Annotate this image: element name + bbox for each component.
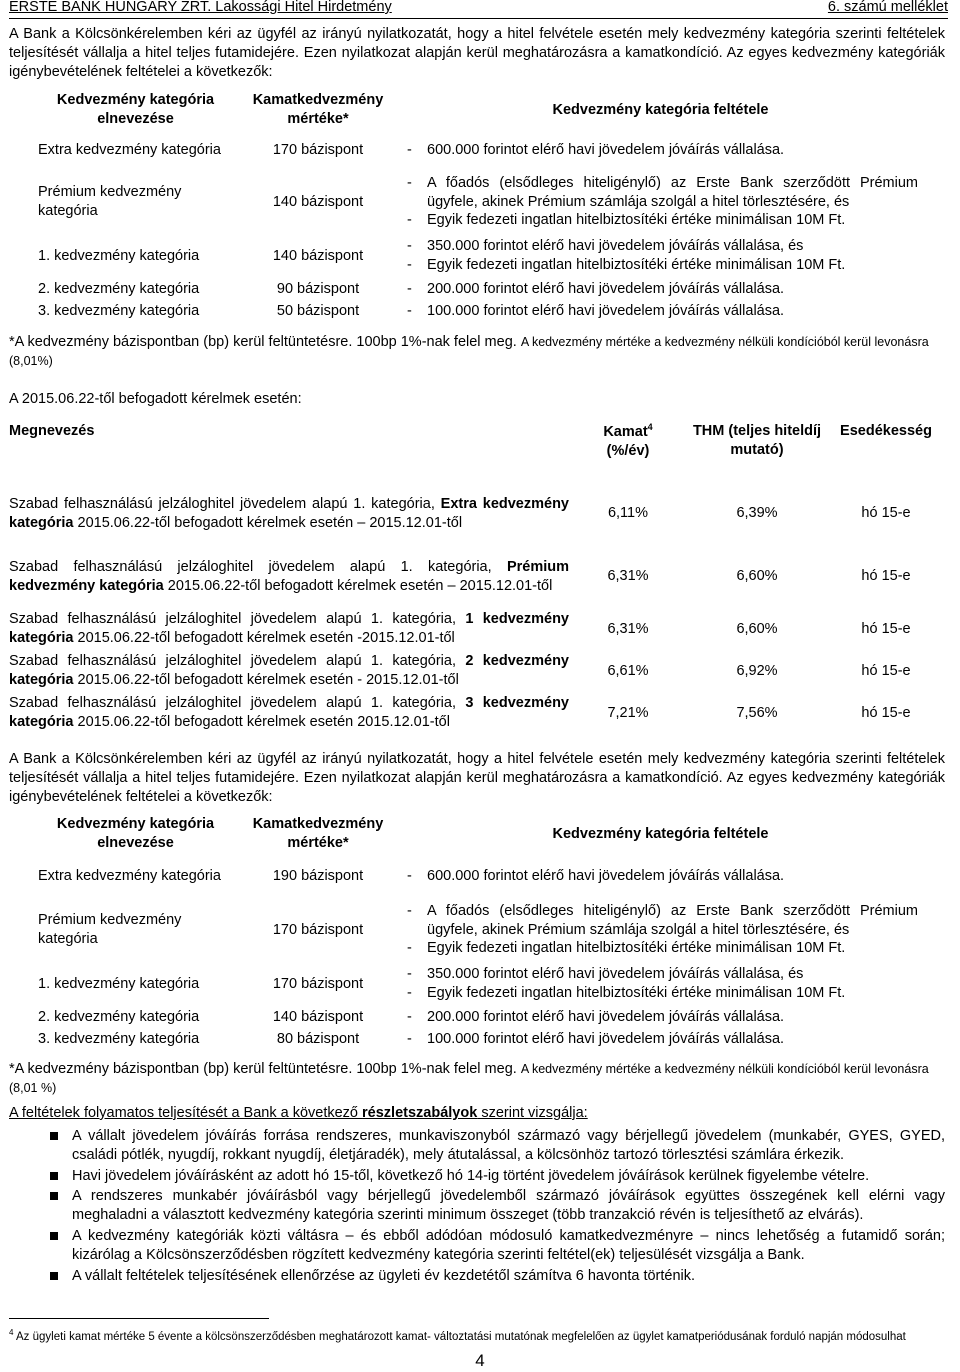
rates-header-row: [9, 422, 945, 482]
list-item: Havi jövedelem jóváírásként az adott hó 15-től, következő hó 14-ig történt jövedelem jóváírások kerülnek figyelembe vételre.: [9, 1167, 945, 1186]
condition-text: 200.000 forintot elérő havi jövedelem jóváírás vállalása.: [427, 1008, 785, 1025]
table-row: [38, 962, 918, 1006]
category-name: 3. kedvezmény kategória: [38, 302, 200, 319]
rates-table: [9, 422, 945, 734]
condition-text: Egyik fedezeti ingatlan hitelbiztosítéki értéke minimálisan 10M Ft.: [427, 257, 846, 273]
intro-paragraph-1: A Bank a Kölcsönkérelemben kéri az ügyfél az irányú nyilatkozatát, hogy a hitel felvétele esetén mely kedvezmény kategória szerinti feltételek teljesítését vállalja a hitel teljes futamidejére. Ezen nyilatkozat alapján kerül meghatározásra a kamatkondíció. Az egyes kedvezmény kategóriák igénybevételének feltételei a következők:: [9, 26, 945, 80]
product-name: Szabad felhasználású jelzáloghitel jövedelem alapú 1. kategória, Prémium kedvezmény kategória 2015.06.22-től befogadott kérelmek esetén – 2015.12.01-től: [9, 558, 569, 594]
col-header-thm: THM (teljes hiteldíj mutató): [692, 423, 822, 458]
category-name: 1. kedvezmény kategória: [38, 247, 200, 264]
col-header-category: Kedvezmény kategória elnevezése: [56, 92, 215, 127]
thm-rate: 6,92%: [736, 662, 778, 679]
due-date: hó 15-e: [861, 505, 911, 522]
category-name: 2. kedvezmény kategória: [38, 1008, 200, 1025]
discount-bp: 90 bázispont: [276, 280, 360, 297]
discount-table-2: [38, 814, 918, 1050]
category-name: Extra kedvezmény kategória: [38, 141, 221, 158]
col-header-discount: Kamatkedvezmény mértéke*: [252, 92, 384, 127]
table-row: [9, 608, 945, 650]
table-row: [38, 854, 918, 898]
table-row: [38, 1028, 918, 1050]
dash-marker: -: [407, 257, 412, 273]
interest-rate: 7,21%: [607, 704, 649, 721]
footnote-number: 4: [9, 1328, 14, 1337]
interest-rate: 6,11%: [607, 505, 649, 522]
table-row: [38, 898, 918, 962]
discount-bp: 170 bázispont: [272, 141, 364, 158]
interest-unit: (%/év): [606, 442, 650, 459]
col-header-due: Esedékesség: [840, 423, 932, 439]
rules-list: [9, 1127, 945, 1286]
interest-rate: 6,31%: [607, 568, 649, 585]
table-row: [38, 170, 918, 234]
dash-marker: -: [407, 174, 412, 191]
due-date: hó 15-e: [861, 662, 911, 679]
dash-marker: -: [407, 985, 412, 1001]
col-header-category: Kedvezmény kategória elnevezése: [56, 816, 215, 851]
bp-note: *A kedvezmény bázispontban (bp) kerül feltüntetésre. 100bp 1%-nak felel meg.: [9, 334, 517, 350]
discount-bp: 170 bázispont: [272, 921, 364, 938]
table2-footnote: [9, 1060, 945, 1098]
dash-marker: -: [407, 141, 412, 158]
discount-table-1: [38, 90, 918, 322]
category-name: 3. kedvezmény kategória: [38, 1030, 200, 1047]
col-header-interest: [569, 422, 687, 482]
category-name: 1. kedvezmény kategória: [38, 975, 200, 992]
discount-bp: 80 bázispont: [276, 1030, 360, 1047]
col-header-discount: Kamatkedvezmény mértéke*: [252, 816, 384, 851]
table-row: [38, 130, 918, 170]
page-number: 4: [475, 1351, 485, 1370]
condition-text: 600.000 forintot elérő havi jövedelem jóváírás vállalása.: [427, 141, 785, 158]
category-name: 2. kedvezmény kategória: [38, 280, 200, 297]
dash-marker: -: [407, 212, 412, 229]
footnote-divider: [9, 1318, 269, 1319]
thm-rate: 7,56%: [736, 704, 778, 721]
discount-bp: 140 bázispont: [272, 193, 364, 210]
footnote: [9, 1328, 949, 1345]
rules-lead: A feltételek folyamatos teljesítését a Bank a következő részletszabályok szerint vizsgálja:: [9, 1105, 588, 1121]
condition-text: Egyik fedezeti ingatlan hitelbiztosítéki értéke minimálisan 10M Ft.: [427, 985, 846, 1001]
condition-text: 350.000 forintot elérő havi jövedelem jóváírás vállalása, és: [427, 238, 804, 255]
discount-base-note: A kedvezmény mértéke a kedvezmény nélküli kondícióból kerül levonásra (8,01 %): [9, 1062, 929, 1095]
table-row: [38, 300, 918, 322]
condition-text: 100.000 forintot elérő havi jövedelem jóváírás vállalása.: [427, 1030, 785, 1047]
discount-bp: 170 bázispont: [272, 975, 364, 992]
footnote-ref: 4: [647, 422, 653, 432]
header-annex-number: 6. számú melléklet: [827, 0, 948, 15]
condition-text: 100.000 forintot elérő havi jövedelem jóváírás vállalása.: [427, 302, 785, 319]
dash-marker: -: [407, 280, 412, 297]
thm-rate: 6,60%: [736, 568, 778, 585]
dash-marker: -: [407, 238, 412, 255]
discount-base-note: A kedvezmény mértéke a kedvezmény nélküli kondícióból kerül levonásra (8,01%): [9, 335, 929, 368]
table-row: [38, 1006, 918, 1028]
due-date: hó 15-e: [861, 568, 911, 585]
dash-marker: -: [407, 966, 412, 983]
discount-bp: 190 bázispont: [272, 867, 364, 884]
date-heading: A 2015.06.22-től befogadott kérelmek esetén:: [9, 391, 302, 407]
list-item: A vállalt jövedelem jóváírás forrása rendszeres, munkaviszonyból származó vagy bérjellegű jövedelem (munkabér, GYES, GYED, családi pótlék, nyugdíj, rokkant nyugdíj, életjáradék), mely átutalással, a kölcsönhöz tartozó törlesztési számlára érkezik.: [9, 1127, 945, 1165]
condition-text: Egyik fedezeti ingatlan hitelbiztosítéki értéke minimálisan 10M Ft.: [427, 212, 846, 229]
category-name: Prémium kedvezmény kategória: [38, 184, 182, 219]
dash-marker: -: [407, 1030, 412, 1047]
table-row: [9, 650, 945, 692]
condition-text: 200.000 forintot elérő havi jövedelem jóváírás vállalása.: [427, 280, 785, 297]
table-row: [38, 234, 918, 278]
condition-text: 600.000 forintot elérő havi jövedelem jóváírás vállalása.: [427, 867, 785, 884]
product-name: Szabad felhasználású jelzáloghitel jövedelem alapú 1. kategória, Extra kedvezmény kategória 2015.06.22-től befogadott kérelmek esetén – 2015.12.01-től: [9, 495, 569, 531]
table-row: [38, 278, 918, 300]
dash-marker: -: [407, 302, 412, 319]
header-bank-title: ERSTE BANK HUNGARY ZRT. Lakossági Hitel Hirdetmény: [9, 0, 392, 15]
table-header-row: [38, 90, 918, 130]
discount-bp: 50 bázispont: [276, 302, 360, 319]
condition-text: A főadós (elsődleges hiteligénylő) az Erste Bank szerződött Prémium ügyfele, akinek Prémium számlája szolgál a hitel törlesztésére, és: [427, 174, 918, 210]
page-header: [9, 0, 948, 19]
table-header-row: [38, 814, 918, 854]
table1-footnote: [9, 333, 945, 371]
thm-rate: 6,39%: [736, 505, 778, 522]
condition-text: A főadós (elsődleges hiteligénylő) az Erste Bank szerződött Prémium ügyfele, akinek Prémium számlája szolgál a hitel törlesztésére, és: [427, 902, 918, 938]
list-item: A vállalt feltételek teljesítésének ellenőrzése az ügyleti év kezdetétől számítva 6 havonta történik.: [9, 1267, 945, 1286]
col-header-name: Megnevezés: [9, 423, 95, 439]
footnote-text: Az ügyleti kamat mértéke 5 évente a kölcsönszerződésben meghatározott kamat- változtatási mutatónak megfelelően az ügylet kamatperiódusának forduló napján módosulhat: [16, 1330, 906, 1343]
interest-rate: 6,61%: [607, 662, 649, 679]
rules-section: [9, 1104, 945, 1286]
dash-marker: -: [407, 1008, 412, 1025]
interest-label: Kamat: [603, 423, 648, 440]
condition-text: Egyik fedezeti ingatlan hitelbiztosítéki értéke minimálisan 10M Ft.: [427, 940, 846, 957]
table-row: [9, 482, 945, 545]
discount-bp: 140 bázispont: [272, 247, 364, 264]
dash-marker: -: [407, 867, 412, 884]
category-name: Prémium kedvezmény kategória: [38, 912, 182, 947]
table-row: [9, 692, 945, 734]
intro-paragraph-2: A Bank a Kölcsönkérelemben kéri az ügyfél az irányú nyilatkozatát, hogy a hitel felvétele esetén mely kedvezmény kategória szerinti feltételek teljesítését vállalja a hitel teljes futamidejére. Ezen nyilatkozat alapján kerül meghatározásra a kamatkondíció. Az egyes kedvezmény kategóriák igénybevételének feltételei a következők:: [9, 751, 945, 805]
col-header-condition: Kedvezmény kategória feltétele: [552, 101, 769, 118]
discount-bp: 140 bázispont: [272, 1008, 364, 1025]
product-name: Szabad felhasználású jelzáloghitel jövedelem alapú 1. kategória, 3 kedvezmény kategória 2015.06.22-től befogadott kérelmek esetén 2015.12.01-től: [9, 695, 569, 730]
dash-marker: -: [407, 940, 412, 957]
table-row: [9, 545, 945, 608]
list-item: A rendszeres munkabér jóváírásból vagy bérjellegű jövedelemből származó jóváírások együttes összegének kell elérni vagy meghaladni a választott kedvezmény kategória szerinti minimum összeget (több tranzakció révén is teljesíthető az elvárás).: [9, 1187, 945, 1225]
thm-rate: 6,60%: [736, 620, 778, 637]
condition-text: 350.000 forintot elérő havi jövedelem jóváírás vállalása, és: [427, 966, 804, 983]
due-date: hó 15-e: [861, 620, 911, 637]
category-name: Extra kedvezmény kategória: [38, 867, 221, 884]
product-name: Szabad felhasználású jelzáloghitel jövedelem alapú 1. kategória, 1 kedvezmény kategória 2015.06.22-től befogadott kérelmek esetén -2015.12.01-től: [9, 611, 569, 646]
col-header-condition: Kedvezmény kategória feltétele: [552, 825, 769, 842]
list-item: A kedvezmény kategóriák közti váltásra – és ebből adódóan módosuló kamatkedvezményre – nincs lehetőség a futamidő során; kizárólag a Kölcsönszerződésben rögzített kedvezmény kategória szerinti feltétel(ek) teljesülését vizsgálja a Bank.: [9, 1227, 945, 1265]
due-date: hó 15-e: [861, 704, 911, 721]
product-name: Szabad felhasználású jelzáloghitel jövedelem alapú 1. kategória, 2 kedvezmény kategória 2015.06.22-től befogadott kérelmek esetén - 2015.12.01-től: [9, 653, 569, 688]
bp-note: *A kedvezmény bázispontban (bp) kerül feltüntetésre. 100bp 1%-nak felel meg.: [9, 1061, 517, 1077]
interest-rate: 6,31%: [607, 620, 649, 637]
dash-marker: -: [407, 902, 412, 919]
